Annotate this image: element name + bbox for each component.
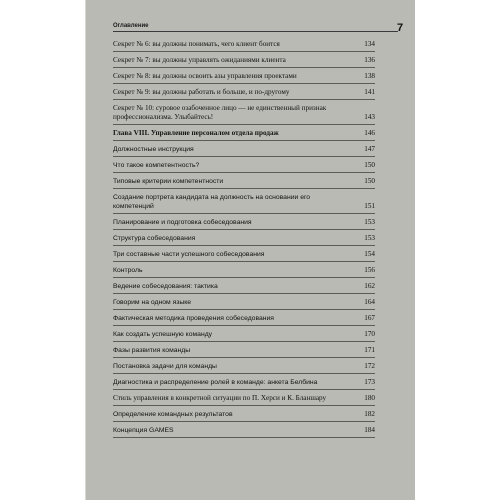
toc-entry-title: Как создать успешную команду [113,331,213,338]
toc-entry [113,230,375,246]
toc-entry-page: 171 [364,346,375,354]
toc-entry [113,157,375,173]
toc-entry [113,125,375,141]
toc-entry-page: 154 [364,250,375,258]
toc-entry-title: Типовые критерии компетентности [113,178,224,185]
toc-entry-page: 138 [364,72,375,80]
toc-entry-title: Секрет № 9: вы должны работать и больше, и по-другому [113,88,290,96]
toc-entry-page: 147 [364,145,375,153]
toc-entry-page: 141 [364,88,375,96]
toc-entry-title: Секрет № 10: суровое озабоченное лицо — не единственный признак профессионализма. Улыбайтесь! [113,104,327,121]
toc-entry [113,100,375,125]
toc-entry [113,422,375,438]
toc-entry [113,36,375,52]
toc-entry [113,278,375,294]
toc-entry-title: Говорим на одном языке [113,299,192,306]
toc-entry-title: Структура собеседования [113,235,196,242]
toc-entry [113,84,375,100]
toc-entry-page: 173 [364,378,375,386]
toc-entry-title: Диагностика и распределение ролей в команде: анкета Белбина [113,379,318,386]
toc-entry-title: Концепция GAMES [113,427,174,434]
toc-entry [113,214,375,230]
toc-entry-title: Секрет № 8: вы должны освоить азы управления проектами [113,72,297,80]
toc-entry [113,326,375,342]
toc-entry-page: 170 [364,330,375,338]
toc-entry-page: 134 [364,40,375,48]
toc-entry-page: 150 [364,177,375,185]
book-page [85,0,415,500]
toc-entry-title: Три составные части успешного собеседования [113,251,265,258]
toc-entry-page: 164 [364,298,375,306]
toc-entry [113,374,375,390]
toc-entry [113,246,375,262]
table-of-contents [113,36,375,438]
toc-entry-title: Фактическая методика проведения собеседования [113,315,274,322]
toc-entry-title: Что такое компетентность? [113,162,200,169]
toc-entry-page: 136 [364,56,375,64]
toc-entry [113,390,375,406]
toc-entry [113,358,375,374]
toc-entry [113,68,375,84]
running-header [113,19,398,32]
toc-entry [113,189,375,214]
toc-entry [113,294,375,310]
toc-entry [113,173,375,189]
toc-entry-title: Глава VIII. Управление персоналом отдела продаж [113,129,279,137]
toc-entry-title: Определение командных результатов [113,411,233,418]
toc-entry-page: 182 [364,410,375,418]
toc-entry-title: Секрет № 6: вы должны понимать, чего клиент боится [113,40,280,48]
toc-entry-title: Секрет № 7: вы должны управлять ожиданиями клиента [113,56,286,64]
toc-entry [113,342,375,358]
toc-entry [113,262,375,278]
toc-entry-page: 150 [364,161,375,169]
header-title: Оглавление [113,23,149,29]
toc-entry-title: Контроль [113,267,143,274]
toc-entry-page: 151 [364,202,375,210]
toc-entry-title: Должностные инструкция [113,146,194,153]
toc-entry-page: 146 [364,129,375,137]
toc-entry-page: 153 [364,234,375,242]
toc-entry-title: Планирование и подготовка собеседования [113,219,252,226]
toc-entry [113,406,375,422]
page-number: 7 [397,22,404,34]
toc-entry-page: 180 [364,394,375,402]
toc-entry-title: Стиль управления в конкретной ситуации по П. Херси и К. Бланшару [113,394,327,402]
toc-entry-title: Фазы развития команды [113,347,191,354]
toc-entry-page: 153 [364,218,375,226]
toc-entry-page: 162 [364,282,375,290]
toc-entry-page: 156 [364,266,375,274]
toc-entry-title: Создание портрета кандидата на должность на основании его компетенций [113,194,311,210]
toc-entry-page: 172 [364,362,375,370]
toc-entry-title: Ведение собеседования: тактика [113,283,218,290]
toc-entry-page: 143 [364,113,375,121]
toc-entry-title: Постановка задачи для команды [113,363,217,370]
toc-entry-page: 184 [364,426,375,434]
toc-entry-page: 167 [364,314,375,322]
page-sheet [85,0,415,500]
toc-entry [113,141,375,157]
toc-entry [113,310,375,326]
toc-entry [113,52,375,68]
